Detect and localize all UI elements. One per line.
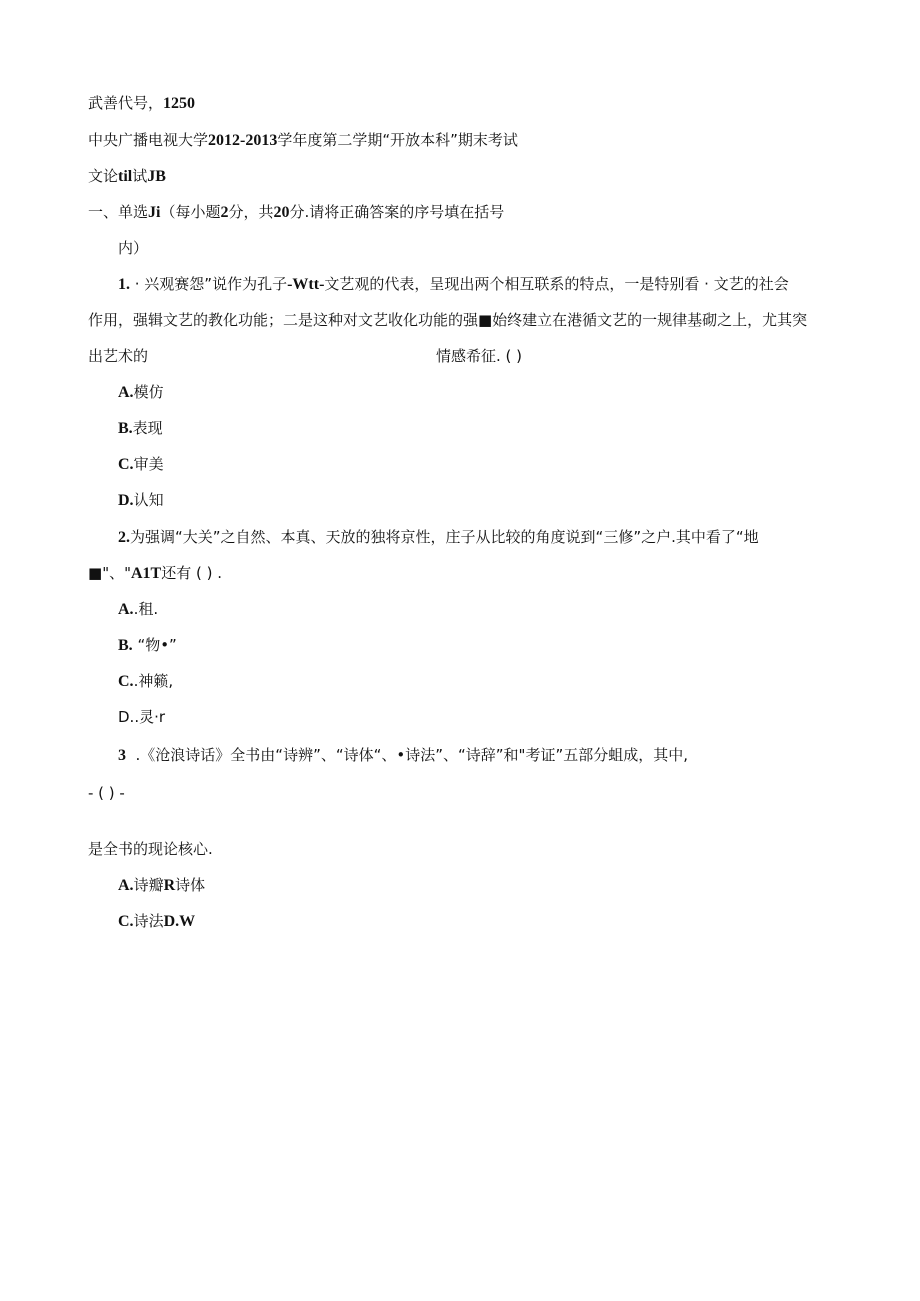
option-text: .租. bbox=[133, 600, 159, 618]
question-2-text: 还有 ( ) . bbox=[161, 564, 223, 582]
exam-code-value: 1250 bbox=[163, 95, 196, 112]
question-2-option-c bbox=[118, 671, 173, 691]
option-text: 模仿 bbox=[133, 383, 164, 401]
option-key: A. bbox=[118, 601, 134, 618]
option-key: C. bbox=[118, 456, 134, 473]
option-key: A. bbox=[118, 384, 134, 401]
question-1-line-2: 作用，强辑文艺的教化功能；二是这种对文艺收化功能的强■始终建立在港循文艺的一规律基砌之上，尤其突 bbox=[88, 311, 808, 329]
exam-title-prefix: 中央广播电视大学 bbox=[88, 131, 209, 149]
subject-code: til bbox=[118, 168, 133, 185]
question-3-line-1 bbox=[118, 745, 688, 765]
exam-code-label: 武善代号， bbox=[88, 94, 164, 112]
option-text: W bbox=[179, 913, 196, 930]
question-1-line-3 bbox=[88, 346, 522, 366]
section-heading-part: 20 bbox=[273, 204, 290, 221]
option-text: 认知 bbox=[133, 491, 164, 509]
question-1-option-c bbox=[118, 454, 164, 474]
question-2-text: 为强调“大关”之自然、本真、天放的独将京性，庄子从比较的角度说到“三修”之户.其中看了“地 bbox=[130, 528, 759, 546]
section-heading bbox=[88, 202, 504, 222]
subject-prefix: 文论 bbox=[88, 167, 119, 185]
section-heading-part: 一、单选 bbox=[88, 203, 149, 221]
section-heading-part: 分，共 bbox=[228, 203, 274, 221]
question-2-text: ■ bbox=[88, 564, 103, 582]
option-text: 审美 bbox=[133, 455, 164, 473]
question-3-options-row-2 bbox=[118, 911, 195, 931]
question-1-option-d bbox=[118, 490, 164, 510]
option-key: A. bbox=[118, 877, 134, 894]
question-2-line-2 bbox=[88, 563, 222, 583]
option-key: C. bbox=[118, 913, 134, 930]
exam-subject bbox=[88, 166, 166, 186]
exam-title-suffix: 学年度第二学期“开放本科”期末考试 bbox=[277, 131, 518, 149]
subject-mid: 试 bbox=[132, 167, 148, 185]
exam-title-years: 2012-2013 bbox=[208, 132, 278, 149]
question-1-option-b bbox=[118, 418, 163, 438]
question-1-text: · 兴观赛怨”说作为孔子 bbox=[130, 275, 288, 293]
question-1-line-1 bbox=[118, 274, 789, 294]
question-1-text: -Wtt- bbox=[287, 276, 325, 293]
question-1-number: 1. bbox=[118, 276, 130, 293]
question-3-number: 3 bbox=[118, 747, 126, 764]
question-2-option-b bbox=[118, 635, 177, 655]
option-text: 诗瓣 bbox=[133, 876, 164, 894]
question-3-text: .《沧浪诗话》全书由“诗辨”、“诗体“、•诗法”、“诗辞”和"考证”五部分蛆成，其中, bbox=[126, 746, 688, 764]
question-1-option-a bbox=[118, 382, 164, 402]
option-key: D. bbox=[118, 492, 134, 509]
exam-code-line bbox=[88, 93, 195, 113]
section-heading-part: （每小题 bbox=[160, 203, 221, 221]
question-2-line-1 bbox=[118, 527, 759, 547]
option-text: 诗体 bbox=[175, 876, 206, 894]
section-heading-part: 2 bbox=[220, 204, 229, 221]
option-key: D. bbox=[163, 913, 180, 930]
question-1-text: 出艺术的 bbox=[88, 347, 149, 365]
option-key: R bbox=[163, 877, 176, 894]
option-text: “物•” bbox=[132, 636, 177, 654]
option-key: C. bbox=[118, 673, 134, 690]
question-3-line-2: 是全书的现论核心. bbox=[88, 840, 213, 858]
section-heading-continuation: 内） bbox=[118, 239, 149, 257]
exam-title bbox=[88, 130, 518, 150]
question-1-text: 情感希征. ( ) bbox=[436, 347, 523, 365]
question-2-text: "、" bbox=[102, 564, 131, 582]
question-2-text: A1T bbox=[131, 565, 162, 582]
option-key: B. bbox=[118, 637, 133, 654]
question-2-number: 2. bbox=[118, 529, 130, 546]
option-text: 灵·r bbox=[139, 708, 166, 726]
option-text: 表现 bbox=[132, 419, 163, 437]
question-3-blank: - ( ) - bbox=[88, 784, 125, 802]
option-text: .神籁, bbox=[133, 672, 174, 690]
section-heading-part: 分.请将正确答案的序号填在括号 bbox=[289, 203, 505, 221]
option-text: 诗法 bbox=[133, 912, 164, 930]
question-2-option-a bbox=[118, 599, 158, 619]
question-2-option-d bbox=[118, 707, 165, 727]
subject-end: JB bbox=[147, 168, 166, 185]
section-heading-part: Ji bbox=[148, 204, 161, 221]
question-3-options-row-1 bbox=[118, 875, 205, 895]
option-key: B. bbox=[118, 420, 133, 437]
question-1-text: 文艺观的代表，呈现出两个相互联系的特点，一是特别看 · 文艺的社会 bbox=[324, 275, 789, 293]
option-key: D.. bbox=[118, 708, 140, 726]
